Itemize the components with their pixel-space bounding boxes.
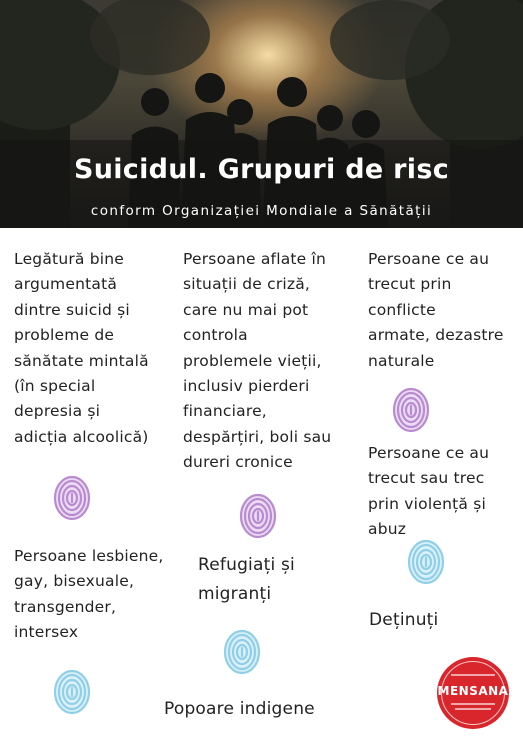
fingerprint-icon <box>406 538 446 586</box>
group-conflicts: Persoane ce au trecut prin conflicte armate, dezastre naturale <box>368 250 504 370</box>
group-lgbti: Persoane lesbiene, gay, bisexuale, transgender, intersex <box>14 547 164 642</box>
group-refugees: Refugiați și migranți <box>198 555 295 604</box>
fingerprint-icon <box>391 386 431 434</box>
group-crisis: Persoane aflate în situații de criză, care nu mai pot controla problemele vieții, inclusiv pierderi financiare, despărțiri, boli sau dureri cronice <box>183 250 332 472</box>
fingerprint-icon <box>222 628 262 676</box>
fingerprint-icon <box>52 668 92 716</box>
page-title: Suicidul. Grupuri de risc <box>73 154 450 185</box>
group-violence: Persoane ce au trecut sau trec prin violență și abuz <box>368 444 490 539</box>
group-mental-health: Legătură bine argumentată dintre suicid și probleme de sănătate mintală (în special depresia și adicția alcoolică) <box>14 250 149 446</box>
mensana-logo: MENSANA <box>437 657 509 729</box>
fingerprint-icon <box>52 474 92 522</box>
group-indigenous: Popoare indigene <box>164 699 315 719</box>
fingerprint-icon <box>238 492 278 540</box>
page-subtitle: conform Organizației Mondiale a Sănătății <box>90 203 433 219</box>
silhouettes-image <box>0 0 523 228</box>
hero-photo <box>0 0 523 228</box>
group-inmates: Deținuți <box>369 610 439 630</box>
